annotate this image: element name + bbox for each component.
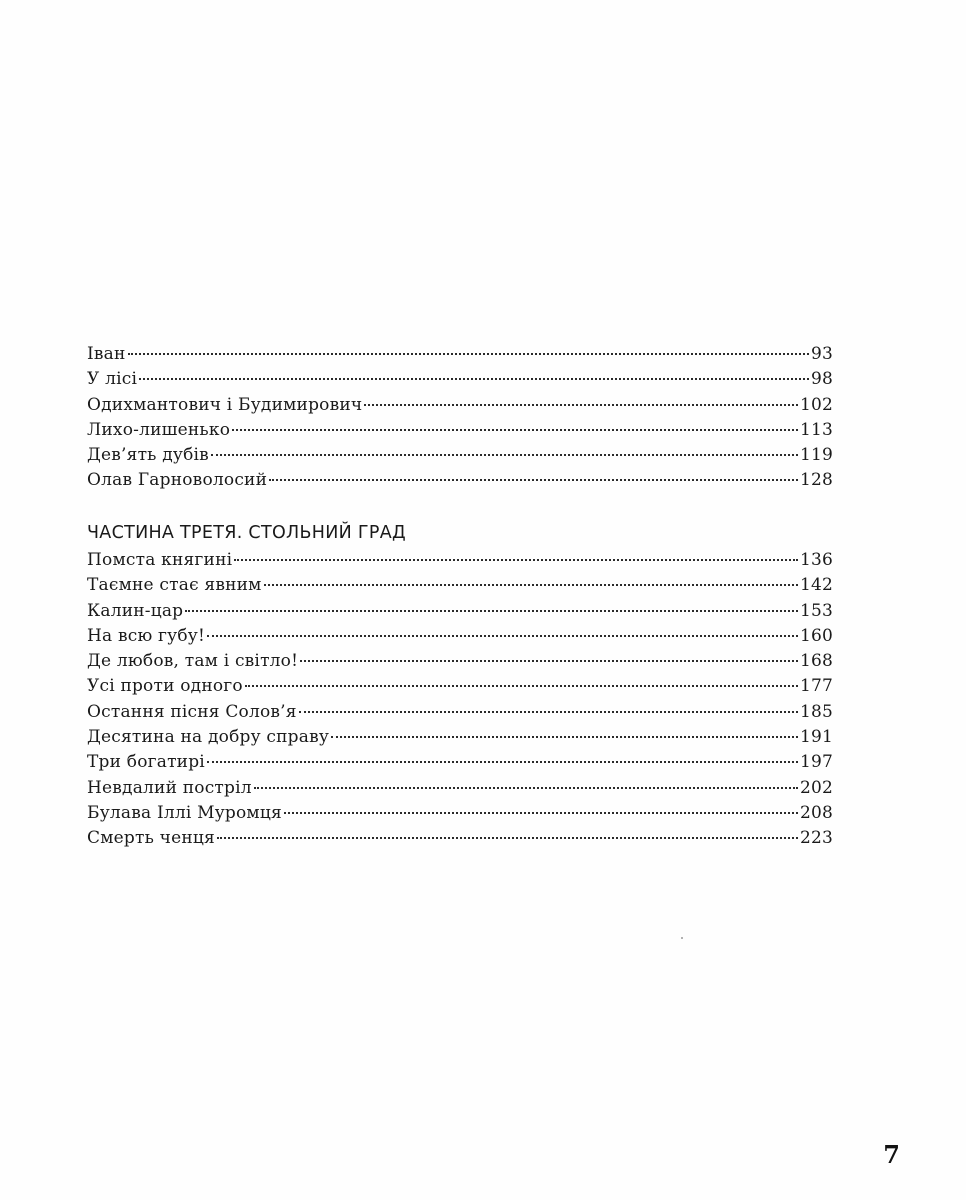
toc-entry-page: 102 xyxy=(799,394,833,415)
toc-entry-title: Булава Іллі Муромця xyxy=(87,802,282,823)
toc-entry-title: Олав Гарноволосий xyxy=(87,470,268,491)
toc-section-part-three xyxy=(87,518,833,852)
toc-entry-title: Смерть ченця xyxy=(87,828,215,849)
toc-entry-page: 136 xyxy=(799,550,833,570)
dot-leader xyxy=(207,761,798,763)
toc-entry-title: Де любов, там і світло! xyxy=(87,651,299,672)
toc-entry xyxy=(87,674,833,699)
toc-entry-title: Дев’ять дубів xyxy=(87,445,209,466)
toc-entry xyxy=(87,573,833,598)
dot-leader xyxy=(207,635,798,637)
toc-entry-page: 208 xyxy=(799,802,833,823)
toc-entry-title: Остання пісня Солов’я xyxy=(87,701,297,722)
toc-entry xyxy=(87,624,833,649)
dot-leader xyxy=(264,584,798,586)
toc-entry xyxy=(87,342,833,367)
toc-entry xyxy=(87,750,833,775)
toc-entry-page: 113 xyxy=(799,419,833,440)
dot-leader xyxy=(185,610,798,612)
toc-entry-page: 202 xyxy=(799,777,833,798)
toc-entry-title: У лісі xyxy=(87,369,138,390)
toc-entry xyxy=(87,418,833,443)
toc-entry-title: Десятина на добру справу xyxy=(87,727,330,748)
toc-entry-page: 128 xyxy=(799,470,833,491)
dot-leader xyxy=(254,787,798,789)
page-number: 7 xyxy=(883,1140,900,1169)
toc-entry-page: 168 xyxy=(799,651,833,672)
toc-entry xyxy=(87,468,833,493)
toc-entry-title: На всю губу! xyxy=(87,625,206,646)
toc-entry-title: Три богатирі xyxy=(87,752,205,773)
dot-leader xyxy=(284,812,798,814)
toc-entry xyxy=(87,725,833,750)
toc-entry xyxy=(87,367,833,392)
toc-entry-page: 142 xyxy=(799,575,833,596)
toc-entry-title: Помста княгині xyxy=(87,550,233,570)
toc-entry-page: 98 xyxy=(810,369,833,390)
toc-entry-page: 197 xyxy=(799,752,833,773)
dot-leader xyxy=(234,559,798,561)
toc-entry-page: 119 xyxy=(799,445,833,466)
toc-entry-title: Калин-цар xyxy=(87,600,184,621)
toc-entry xyxy=(87,443,833,468)
toc-entry-page: 160 xyxy=(799,625,833,646)
toc-entry-title: Усі проти одного xyxy=(87,676,243,697)
toc-entry xyxy=(87,393,833,418)
toc-entry-title: Таємне стає явним xyxy=(87,575,262,596)
toc-entry-page: 223 xyxy=(799,828,833,849)
dot-leader xyxy=(128,353,809,355)
toc-entry-title: Лихо-лишенько xyxy=(87,419,231,440)
dot-leader xyxy=(139,378,809,380)
toc-entry-page: 153 xyxy=(799,600,833,621)
dot-leader xyxy=(211,454,798,456)
toc-entry-page: 191 xyxy=(799,727,833,748)
toc-entry-title: Іван xyxy=(87,344,126,364)
toc-entry-title: Одихмантович і Будимирович xyxy=(87,394,363,415)
dot-leader xyxy=(232,429,798,431)
part-heading: ЧАСТИНА ТРЕТЯ. СТОЛЬНИЙ ГРАД xyxy=(87,523,406,543)
toc-entry xyxy=(87,599,833,624)
toc-entry xyxy=(87,548,833,573)
toc-entry xyxy=(87,801,833,826)
dot-leader xyxy=(217,837,798,839)
dot-leader xyxy=(331,736,798,738)
dot-leader xyxy=(299,711,798,713)
toc-entry xyxy=(87,776,833,801)
paper-speck xyxy=(681,937,683,939)
dot-leader xyxy=(245,685,798,687)
toc-entry xyxy=(87,826,833,851)
toc-entry-title: Невдалий постріл xyxy=(87,777,252,798)
toc-entry-page: 185 xyxy=(799,701,833,722)
dot-leader xyxy=(364,404,798,406)
toc-entry-page: 93 xyxy=(810,344,833,364)
toc-entry xyxy=(87,700,833,725)
toc-entry xyxy=(87,649,833,674)
toc-section-continued xyxy=(87,342,833,494)
toc-entry-page: 177 xyxy=(799,676,833,697)
dot-leader xyxy=(300,660,798,662)
dot-leader xyxy=(269,479,798,481)
